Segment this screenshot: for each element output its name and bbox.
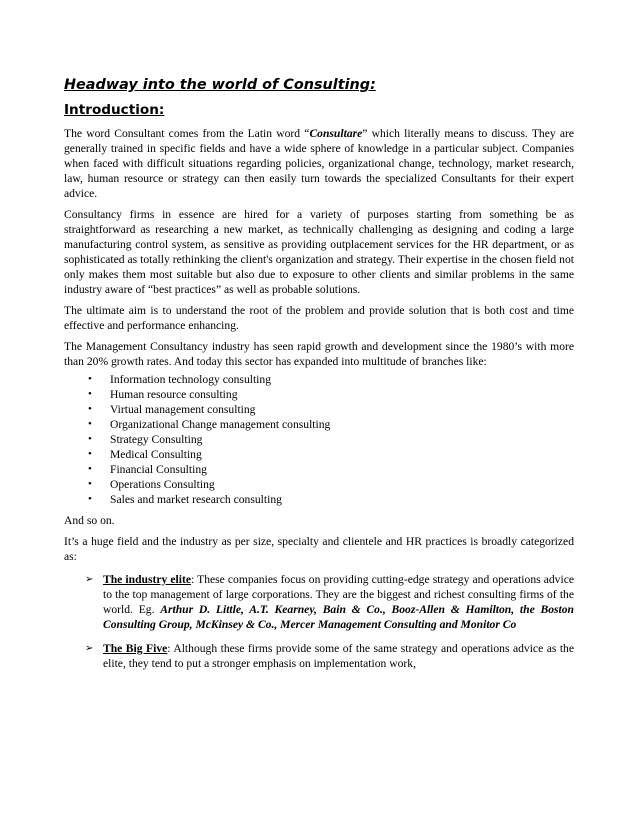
arrow-bullet-icon: ➢ <box>85 643 94 654</box>
list-item-label: Information technology consulting <box>110 373 271 386</box>
paragraph-definition-before: The word Consultant comes from the Latin word “ <box>64 127 310 140</box>
document-title: Headway into the world of Consulting: <box>64 77 376 93</box>
bullet-icon: • <box>88 418 92 430</box>
paragraph-definition <box>64 126 574 201</box>
bullet-icon: • <box>88 388 92 400</box>
paragraph-and-so-on: And so on. <box>64 514 115 527</box>
latin-word: Consultare <box>309 127 363 140</box>
list-item-label: Medical Consulting <box>110 448 202 461</box>
paragraph-definition-after: ” which literally means to discuss. They are generally trained in specific fields and have a wide sphere of knowledge in a particular subject. Companies when faced with difficult situations regarding policies, organizational change, technology, market research, law, human resource or strategy can then easily turn towards the specialized Consultants for their expert advice. <box>64 127 574 200</box>
category-firms: Arthur D. Little, A.T. Kearney, Bain & Co., Booz-Allen & Hamilton, the Boston Consulting Group, McKinsey & Co., Mercer Management Consulting and Monitor Co <box>103 603 574 631</box>
list-item-label: Organizational Change management consulting <box>110 418 331 431</box>
category-item-big-five <box>85 641 574 671</box>
bullet-icon: • <box>88 493 92 505</box>
branches-list <box>64 372 574 507</box>
section-heading-introduction: Introduction: <box>64 102 165 118</box>
bullet-icon: • <box>88 403 92 415</box>
bullet-icon: • <box>88 448 92 460</box>
list-item <box>88 402 574 417</box>
list-item <box>88 372 574 387</box>
list-item-label: Virtual management consulting <box>110 403 256 416</box>
category-description: : Although these firms provide some of the same strategy and operations advice as the elite, they tend to put a stronger emphasis on implementation work, <box>103 642 574 670</box>
list-item <box>88 492 574 507</box>
list-item-label: Strategy Consulting <box>110 433 203 446</box>
list-item <box>88 462 574 477</box>
list-item-label: Financial Consulting <box>110 463 207 476</box>
list-item-label: Human resource consulting <box>110 388 238 401</box>
bullet-icon: • <box>88 433 92 445</box>
categories-list <box>64 572 574 671</box>
list-item <box>88 387 574 402</box>
bullet-icon: • <box>88 463 92 475</box>
paragraph-aim: The ultimate aim is to understand the root of the problem and provide solution that is both cost and time effective and performance enhancing. <box>64 304 574 332</box>
list-item <box>88 447 574 462</box>
bullet-icon: • <box>88 373 92 385</box>
list-item <box>88 432 574 447</box>
document-body <box>64 126 574 680</box>
list-item-label: Sales and market research consulting <box>110 493 282 506</box>
bullet-icon: • <box>88 478 92 490</box>
category-term: The industry elite <box>103 573 191 586</box>
paragraph-industry-growth: The Management Consultancy industry has seen rapid growth and development since the 1980’s with more than 20% growth rates. And today this sector has expanded into multitude of branches like: <box>64 340 574 368</box>
category-item-industry-elite <box>85 572 574 632</box>
arrow-bullet-icon: ➢ <box>85 574 94 585</box>
list-item <box>88 477 574 492</box>
paragraph-purposes: Consultancy firms in essence are hired for a variety of purposes starting from something be as straightforward as researching a new market, as technically challenging as designing and coding a large manufacturing control system, as sensitive as providing outplacement services for the HR department, or as sophisticated as totally rethinking the client's organization and strategy. Their expertise in the chosen field not only makes them most suitable but also due to exposure to other clients and similar problems in the same industry aware of “best practices” as well as probable solutions. <box>64 208 574 296</box>
list-item-label: Operations Consulting <box>110 478 215 491</box>
category-description: : These companies focus on providing cutting-edge strategy and operations advice to the top management of large corporations. They are the biggest and richest consulting firms of the world. Eg. <box>103 573 574 616</box>
paragraph-categories-intro: It’s a huge field and the industry as per size, specialty and clientele and HR practices is broadly categorized as: <box>64 535 574 563</box>
list-item <box>88 417 574 432</box>
category-term: The Big Five <box>103 642 168 655</box>
